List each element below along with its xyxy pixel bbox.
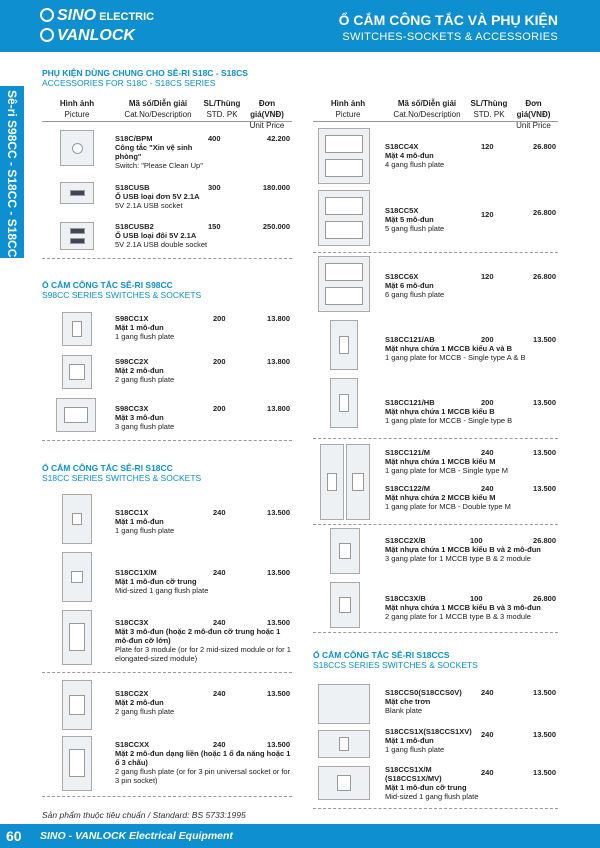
section-s18cc: [42, 463, 201, 483]
product-price: 26.800: [533, 208, 556, 217]
product-image: [318, 190, 370, 246]
product-item: [385, 688, 475, 715]
product-code: S18CCXX: [115, 740, 150, 749]
product-desc-en: 4 gang flush plate: [385, 160, 445, 169]
product-desc-vi: Công tắc "Xin vệ sinh phòng": [115, 143, 193, 161]
product-price: 13.500: [267, 689, 290, 698]
brand-vanlock: VANLOCK: [57, 27, 135, 44]
product-price: 26.800: [533, 142, 556, 151]
product-code: S98CC3X: [115, 404, 149, 413]
product-code: S18CC4X: [385, 142, 419, 151]
product-code: S18CCS1X/M: [385, 765, 432, 774]
product-qty: 120: [481, 272, 494, 281]
product-desc-en: 5 gang flush plate: [385, 224, 445, 233]
product-desc-vi: Mặt nhựa chứa 1 MCCB kiểu B và 2 mô-đun: [385, 545, 541, 554]
product-code: S18C/BPM: [115, 134, 153, 143]
product-image: [62, 552, 92, 602]
product-desc-en: 1 gang plate for MCB - Double type M: [385, 502, 511, 511]
product-image: [62, 610, 92, 665]
product-desc-vi: Mặt 1 mô-đun: [115, 517, 164, 526]
product-desc-vi: Mặt nhựa chứa 1 MCCB kiểu A và B: [385, 344, 512, 353]
product-desc-en: Mid-sized 1 gang flush plate: [115, 586, 209, 595]
section-title-vi: PHỤ KIỆN DÙNG CHUNG CHO SÊ-RI S18C - S18CS: [42, 68, 248, 78]
series-sidebar: [0, 86, 24, 266]
product-item: [385, 206, 485, 233]
product-price: 13.500: [267, 508, 290, 517]
product-image: [320, 444, 344, 520]
product-desc-en: 1 gang flush plate: [385, 745, 445, 754]
divider: [313, 252, 558, 253]
product-desc-en: Plate for 3 module (or for 2 mid-sized module or for 1 elongated-sized module): [115, 645, 291, 663]
divider: [313, 632, 558, 633]
col-price: [509, 98, 558, 131]
product-code: S98CC2X: [115, 357, 149, 366]
product-qty: 240: [213, 689, 226, 698]
product-qty: 120: [481, 142, 494, 151]
product-desc-vi: Mặt 3 mô-đun: [115, 413, 164, 422]
product-qty: 200: [213, 314, 226, 323]
product-desc-en: 2 gang flush plate (or for 3 pin universal socket or for 3 pin socket): [115, 767, 291, 785]
product-desc-vi: Mặt 1 mô-đun: [385, 736, 434, 745]
product-desc-vi: Mặt nhựa chứa 1 MCCB kiểu B và 3 mô-đun: [385, 603, 541, 612]
product-desc-en: 1 gang plate for MCB - Single type M: [385, 466, 508, 475]
product-desc-en: 5V 2.1A USB double socket: [115, 240, 208, 249]
product-code: S18CCS1X(S18CCS1XV): [385, 727, 472, 736]
product-desc-en: 3 gang plate for 1 MCCB type B & 2 module: [385, 554, 531, 563]
product-price: 13.500: [533, 768, 556, 777]
product-price: 26.800: [533, 594, 556, 603]
product-qty: 240: [481, 484, 494, 493]
product-qty: 240: [481, 688, 494, 697]
sino-logo: [40, 7, 154, 25]
product-price: 13.500: [267, 618, 290, 627]
col-label-vi: Mã số/Diễn giải: [128, 99, 188, 108]
section-title-vi: Ổ CẮM CÔNG TẮC SÊ-RI S98CC: [42, 280, 173, 290]
product-code: S18CUSB: [115, 183, 150, 192]
col-label-vi: Hình ảnh: [330, 99, 366, 108]
product-price: 13.500: [267, 740, 290, 749]
product-desc-vi: Mặt nhựa chứa 1 MCCB kiểu M: [385, 457, 496, 466]
product-qty: 100: [470, 536, 483, 545]
product-image: [330, 320, 358, 370]
product-desc-vi: Mặt 2 mô-đun: [115, 698, 164, 707]
product-image: [62, 355, 92, 389]
product-desc-vi: Mặt 1 mô-đun cỡ trung: [115, 577, 197, 586]
footer-text: SINO - VANLOCK Electrical Equipment: [40, 830, 233, 842]
header-title-vi: Ổ CẮM CÔNG TẮC VÀ PHỤ KIỆN: [338, 12, 558, 28]
col-label-en: Unit Price: [516, 121, 551, 130]
product-qty: 300: [208, 183, 221, 192]
col-label-vi: SL/Thùng: [470, 99, 508, 108]
sidebar-label: Sê-ri S98CC - S18CC - S18CCS: [5, 90, 19, 266]
product-desc-en: 5V 2.1A USB socket: [115, 201, 183, 210]
col-description: [385, 98, 469, 120]
product-code: S18CC6X: [385, 272, 419, 281]
product-desc-en: Blank plate: [385, 706, 423, 715]
product-code: S18CC121/M: [385, 448, 431, 457]
divider: [42, 258, 292, 259]
product-image: [330, 528, 360, 574]
product-item: [115, 404, 215, 431]
product-image: [62, 312, 92, 346]
col-qty: [469, 98, 509, 120]
product-image: [318, 730, 370, 758]
product-desc-en: 1 gang plate for MCCB - Single type B: [385, 416, 513, 425]
product-image: [60, 222, 94, 250]
col-qty: [202, 98, 242, 120]
product-code: S18CC2X/B: [385, 536, 426, 545]
col-label-en: STD. PK: [206, 110, 238, 119]
product-desc-vi: Mặt 2 mô-đun: [115, 366, 164, 375]
product-desc-vi: Mặt 2 mô-đun dạng liền (hoặc 1 ổ đa năng hoặc 1 ổ 3 chấu): [115, 749, 291, 767]
product-image: [60, 130, 94, 166]
divider: [42, 796, 292, 797]
product-desc-en: 1 gang flush plate: [115, 332, 175, 341]
header-title-en: SWITCHES-SOCKETS & ACCESSORIES: [342, 31, 558, 43]
standard-note: Sản phẩm thuộc tiêu chuẩn / Standard: BS 5733:1995: [42, 810, 246, 820]
section-title-vi: Ổ CẮM CÔNG TẮC SÊ-RI S18CCS: [313, 650, 450, 660]
product-item: [115, 357, 215, 384]
divider: [313, 808, 558, 809]
page-header: [0, 0, 600, 52]
product-code: S18CC3X/B: [385, 594, 426, 603]
product-item: [115, 314, 215, 341]
product-desc-en: Mid-sized 1 gang flush plate: [385, 792, 479, 801]
col-description: [114, 98, 202, 120]
col-label-en: Cat.No/Description: [393, 110, 461, 119]
product-item: [115, 689, 215, 716]
product-image: [330, 582, 360, 628]
product-qty: 200: [481, 335, 494, 344]
product-desc-en: 2 gang flush plate: [115, 707, 175, 716]
sino-logo-icon: [40, 8, 54, 22]
col-label-vi: Hình ảnh: [59, 99, 95, 108]
divider: [42, 440, 292, 441]
brand-sino: SINO: [57, 7, 97, 24]
product-qty: 200: [213, 404, 226, 413]
product-code: S18CC3X: [115, 618, 149, 627]
product-price: 42.200: [267, 134, 290, 143]
section-title-en: S98CC SERIES SWITCHES & SOCKETS: [42, 290, 202, 300]
product-price: 13.500: [267, 568, 290, 577]
product-desc-vi: Mặt 5 mô-đun: [385, 215, 434, 224]
product-item: [385, 142, 485, 169]
product-price: 13.500: [533, 688, 556, 697]
product-desc-vi: Mặt nhựa chứa 2 MCCB kiểu M: [385, 493, 496, 502]
product-qty: 100: [470, 594, 483, 603]
vanlock-logo: [40, 27, 135, 45]
product-image: [60, 182, 94, 204]
product-item: [385, 727, 480, 754]
brand-electric: ELECTRIC: [99, 11, 155, 23]
divider: [313, 438, 558, 439]
col-picture: [313, 98, 383, 120]
product-qty: 240: [213, 568, 226, 577]
section-title-en: S18CCS SERIES SWITCHES & SOCKETS: [313, 660, 478, 670]
product-price: 13.500: [533, 398, 556, 407]
section-title-en: ACCESSORIES FOR S18C - S18CS SERIES: [42, 78, 216, 88]
product-price: 13.800: [267, 357, 290, 366]
product-qty: 240: [481, 448, 494, 457]
col-label-vi: SL/Thùng: [203, 99, 241, 108]
product-item: [115, 568, 215, 595]
product-item: [115, 508, 215, 535]
page-number: 60: [6, 828, 22, 844]
product-item: [115, 183, 215, 210]
product-qty: 240: [481, 730, 494, 739]
product-code: S18CC2X: [115, 689, 149, 698]
product-image: [62, 680, 92, 730]
product-item: [385, 765, 480, 801]
product-price: 26.800: [533, 536, 556, 545]
product-desc-vi: Ổ USB loại đôi 5V 2.1A: [115, 231, 197, 240]
product-qty: 200: [213, 357, 226, 366]
product-qty: 120: [481, 210, 494, 219]
product-code: S98CC1X: [115, 314, 149, 323]
divider: [42, 672, 292, 673]
product-desc-vi: Mặt 6 mô-đun: [385, 281, 434, 290]
product-price: 13.800: [267, 404, 290, 413]
product-image: [330, 378, 358, 428]
product-desc-vi: Mặt 1 mô-đun cỡ trung: [385, 783, 467, 792]
product-qty: 240: [213, 618, 226, 627]
section-s98cc: [42, 280, 201, 300]
product-price: 13.500: [533, 448, 556, 457]
product-qty: 240: [213, 508, 226, 517]
product-qty: 200: [481, 398, 494, 407]
product-desc-vi: Mặt 1 mô-đun: [115, 323, 164, 332]
product-price: 250.000: [262, 222, 290, 231]
product-qty: 240: [481, 768, 494, 777]
product-code: S18CC121/AB: [385, 335, 435, 344]
product-image: [56, 398, 96, 432]
col-label-en: Unit Price: [249, 121, 285, 130]
product-image: [62, 494, 92, 544]
table-header-left: [42, 96, 292, 130]
product-qty: 400: [208, 134, 221, 143]
product-desc-en: 2 gang plate for 1 MCCB type B & 3 module: [385, 612, 531, 621]
product-price: 13.500: [533, 484, 556, 493]
product-item: [385, 272, 485, 299]
product-desc-en: 1 gang plate for MCCB - Single type A & B: [385, 353, 526, 362]
table-header-right: [313, 96, 558, 130]
product-code: S18CC5X: [385, 206, 419, 215]
col-label-en: Picture: [64, 110, 90, 119]
product-image: [346, 444, 370, 520]
product-code: S18CCS0(S18CCS0V): [385, 688, 462, 697]
product-price: 180.000: [262, 183, 290, 192]
product-image: [318, 766, 370, 800]
product-desc-vi: Mặt 4 mô-đun: [385, 151, 434, 160]
product-image: [62, 736, 92, 791]
product-item: [115, 222, 215, 249]
product-desc-en: Switch: "Please Clean Up": [115, 161, 203, 170]
product-qty: 240: [213, 740, 226, 749]
col-label-en: Cat.No/Description: [124, 110, 192, 119]
product-code: S18CC1X/M: [115, 568, 157, 577]
product-desc-en: 1 gang flush plate: [115, 526, 175, 535]
section-accessories: [42, 68, 248, 88]
vanlock-logo-icon: [40, 28, 54, 42]
product-code: S18CC122/M: [385, 484, 431, 493]
product-image: [318, 128, 370, 184]
product-desc-en: 2 gang flush plate: [115, 375, 175, 384]
col-label-vi: Mã số/Diễn giải: [397, 99, 457, 108]
product-qty: 150: [208, 222, 221, 231]
col-label-vi: Đơn giá(VNĐ): [516, 99, 551, 119]
product-desc-vi: Mặt nhựa chứa 1 MCCB kiểu B: [385, 407, 495, 416]
col-label-en: STD. PK: [473, 110, 505, 119]
product-code: S18CC1X: [115, 508, 149, 517]
product-code-alt: (S18CCS1X/MV): [385, 774, 442, 783]
product-image: [318, 684, 370, 724]
product-desc-vi: Mặt che trơn: [385, 697, 431, 706]
product-price: 26.800: [533, 272, 556, 281]
product-price: 13.500: [533, 730, 556, 739]
section-s18ccs: [313, 650, 478, 670]
col-label-en: Picture: [335, 110, 361, 119]
product-code: S18CUSB2: [115, 222, 154, 231]
product-image: [318, 256, 370, 312]
product-desc-en: 3 gang flush plate: [115, 422, 175, 431]
product-desc-vi: Mặt 3 mô-đun (hoặc 2 mô-đun cỡ trung hoặc 1 mô-đun cỡ lớn): [115, 627, 281, 645]
section-title-en: S18CC SERIES SWITCHES & SOCKETS: [42, 473, 202, 483]
product-price: 13.800: [267, 314, 290, 323]
section-title-vi: Ổ CẮM CÔNG TẮC SÊ-RI S18CC: [42, 463, 173, 473]
product-desc-en: 6 gang flush plate: [385, 290, 445, 299]
col-label-vi: Đơn giá(VNĐ): [250, 99, 284, 119]
divider: [313, 524, 558, 525]
col-price: [242, 98, 292, 131]
product-desc-vi: Ổ USB loại đơn 5V 2.1A: [115, 192, 200, 201]
product-price: 13.500: [533, 335, 556, 344]
col-picture: [42, 98, 112, 120]
page-footer: [0, 824, 600, 848]
product-item: [115, 134, 215, 170]
product-code: S18CC121/HB: [385, 398, 435, 407]
